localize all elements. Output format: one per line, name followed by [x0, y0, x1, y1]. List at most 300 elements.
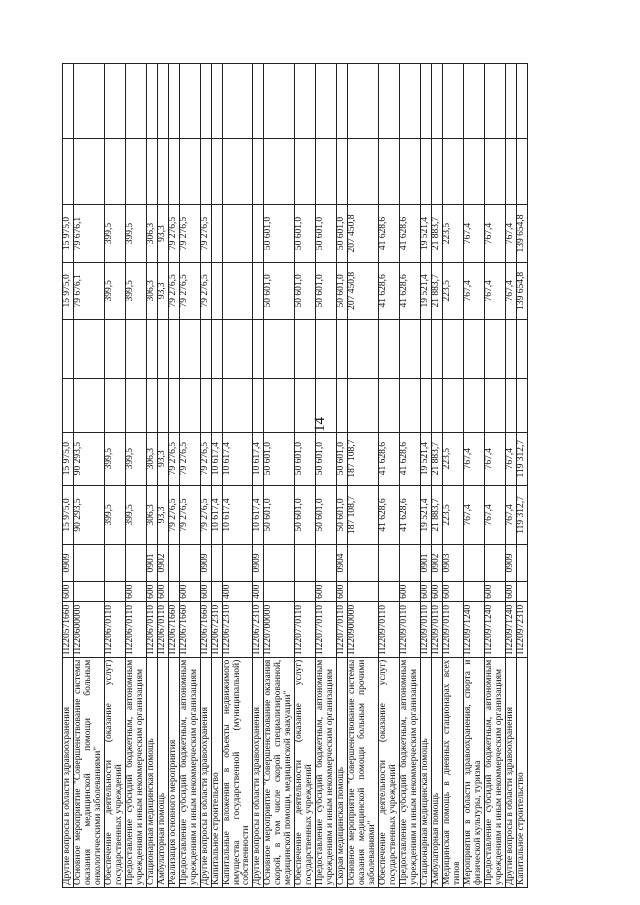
cell-rz: 0909: [505, 545, 516, 582]
cell-code: П220670110: [104, 602, 125, 657]
cell-spacer-1: [420, 138, 431, 205]
cell-amount-1: 41 628,6: [379, 485, 400, 544]
cell-spacer-2: [200, 64, 211, 139]
cell-spacer-2: [157, 64, 168, 139]
cell-amount-1: 767,4: [505, 485, 516, 544]
table-row: [157, 64, 168, 888]
cell-amount-3: [295, 379, 316, 432]
cell-rz: 0904: [337, 545, 348, 582]
cell-amount-5: 41 628,6: [400, 262, 421, 319]
cell-amount-5: 207 450,8: [348, 262, 379, 319]
cell-vr: [264, 581, 295, 601]
cell-spacer-1: [442, 138, 463, 205]
cell-vr: 600: [505, 581, 516, 601]
cell-amount-4: [104, 319, 125, 378]
table-row: [264, 64, 295, 888]
cell-name: Предоставление субсидий бюджетным, автономным учреждениям и иным некоммерческим организациям: [484, 657, 505, 887]
cell-amount-2: 223,5: [442, 432, 463, 485]
cell-code: П220971240: [484, 602, 505, 657]
cell-amount-3: [179, 379, 200, 432]
cell-amount-6: 21 883,7: [431, 205, 442, 262]
cell-amount-6: [253, 205, 264, 262]
cell-amount-4: [211, 319, 222, 378]
cell-amount-6: 767,4: [484, 205, 505, 262]
cell-amount-1: 119 312,7: [516, 485, 527, 544]
table-row: [316, 64, 337, 888]
cell-name: Амбулаторная помощь: [431, 657, 442, 887]
cell-spacer-1: [295, 138, 316, 205]
cell-name: Другие вопросы в области здравоохранения: [253, 657, 264, 887]
cell-name: Мероприятия в области здравоохранения, спорта и физической культуры, туризма: [463, 657, 484, 887]
cell-code: П220770110: [316, 602, 337, 657]
cell-amount-6: 79 676,1: [73, 205, 104, 262]
cell-name: Медицинская помощь в дневных стационарах всех типов: [442, 657, 463, 887]
cell-amount-3: [146, 379, 157, 432]
cell-code: П220972310: [516, 602, 527, 657]
cell-name: Стационарная медицинская помощь: [420, 657, 431, 887]
cell-amount-6: 50 601,0: [316, 205, 337, 262]
cell-spacer-2: [222, 64, 253, 139]
cell-amount-2: 41 628,6: [400, 432, 421, 485]
cell-name: Обеспечение деятельности (оказание услуг) государственных учреждений: [379, 657, 400, 887]
cell-amount-1: 306,3: [146, 485, 157, 544]
cell-amount-6: 767,4: [505, 205, 516, 262]
cell-code: П220671660: [168, 602, 179, 657]
cell-amount-2: 767,4: [505, 432, 516, 485]
table-row: [484, 64, 505, 888]
cell-amount-3: [63, 379, 74, 432]
cell-amount-6: 399,5: [104, 205, 125, 262]
cell-spacer-1: [348, 138, 379, 205]
cell-rz: [73, 545, 104, 582]
cell-amount-6: 79 276,5: [179, 205, 200, 262]
cell-name: Другие вопросы в области здравоохранения: [505, 657, 516, 887]
cell-amount-3: [442, 379, 463, 432]
cell-spacer-2: [179, 64, 200, 139]
cell-spacer-2: [431, 64, 442, 139]
cell-code: П220770110: [337, 602, 348, 657]
cell-amount-1: 15 975,0: [63, 485, 74, 544]
cell-amount-3: [379, 379, 400, 432]
cell-vr: 600: [484, 581, 505, 601]
cell-vr: [348, 581, 379, 601]
cell-name: Предоставление субсидий бюджетным, автономным учреждениям и иным некоммерческим организациям: [400, 657, 421, 887]
cell-vr: [463, 581, 484, 601]
table-row: [222, 64, 253, 888]
cell-vr: 600: [420, 581, 431, 601]
cell-rz: [211, 545, 222, 582]
cell-amount-5: 79 276,5: [179, 262, 200, 319]
cell-amount-4: [379, 319, 400, 378]
cell-amount-4: [63, 319, 74, 378]
cell-amount-2: 10 617,4: [222, 432, 253, 485]
cell-vr: 600: [200, 581, 211, 601]
cell-rz: 0901: [420, 545, 431, 582]
cell-amount-2: 79 276,5: [179, 432, 200, 485]
cell-amount-3: [222, 379, 253, 432]
cell-amount-2: 79 276,5: [168, 432, 179, 485]
cell-spacer-2: [146, 64, 157, 139]
cell-amount-3: [73, 379, 104, 432]
cell-spacer-2: [104, 64, 125, 139]
cell-amount-4: [316, 319, 337, 378]
cell-amount-3: [125, 379, 146, 432]
table-row: [379, 64, 400, 888]
cell-spacer-2: [253, 64, 264, 139]
cell-amount-3: [168, 379, 179, 432]
cell-amount-5: [222, 262, 253, 319]
cell-amount-5: 41 628,6: [379, 262, 400, 319]
cell-amount-3: [463, 379, 484, 432]
cell-amount-3: [337, 379, 348, 432]
cell-spacer-1: [505, 138, 516, 205]
cell-rz: [348, 545, 379, 582]
cell-amount-1: 41 628,6: [400, 485, 421, 544]
cell-amount-5: 50 601,0: [337, 262, 348, 319]
cell-amount-1: 50 601,0: [295, 485, 316, 544]
table-row: [442, 64, 463, 888]
cell-rz: 0909: [200, 545, 211, 582]
cell-rz: [179, 545, 200, 582]
cell-amount-4: [253, 319, 264, 378]
cell-rz: [316, 545, 337, 582]
cell-spacer-2: [168, 64, 179, 139]
cell-vr: 600: [442, 581, 463, 601]
cell-amount-4: [516, 319, 527, 378]
cell-amount-2: 19 521,4: [420, 432, 431, 485]
cell-amount-5: 399,5: [125, 262, 146, 319]
cell-spacer-2: [63, 64, 74, 139]
cell-code: П220700000: [264, 602, 295, 657]
cell-amount-6: 223,5: [442, 205, 463, 262]
cell-amount-2: 187 108,7: [348, 432, 379, 485]
cell-amount-4: [264, 319, 295, 378]
cell-amount-4: [73, 319, 104, 378]
cell-spacer-1: [125, 138, 146, 205]
cell-amount-5: 19 521,4: [420, 262, 431, 319]
cell-vr: 600: [337, 581, 348, 601]
cell-name: Реализация основного мероприятия: [168, 657, 179, 887]
cell-code: П220970110: [400, 602, 421, 657]
cell-amount-6: 50 601,0: [264, 205, 295, 262]
cell-amount-5: 50 601,0: [295, 262, 316, 319]
table-row: [104, 64, 125, 888]
cell-rz: [484, 545, 505, 582]
cell-amount-4: [431, 319, 442, 378]
cell-amount-1: 50 601,0: [316, 485, 337, 544]
cell-rz: 0902: [431, 545, 442, 582]
cell-vr: 600: [146, 581, 157, 601]
budget-table-body: [63, 64, 528, 888]
cell-vr: 600: [400, 581, 421, 601]
cell-amount-1: 399,5: [125, 485, 146, 544]
cell-name: Основное мероприятие "Совершенствование системы оказания медицинской помощи больным прочими заболеваниями": [348, 657, 379, 887]
cell-amount-5: 767,4: [505, 262, 516, 319]
cell-amount-6: 306,3: [146, 205, 157, 262]
cell-spacer-1: [337, 138, 348, 205]
table-row: [146, 64, 157, 888]
cell-amount-1: 50 601,0: [337, 485, 348, 544]
cell-spacer-1: [463, 138, 484, 205]
cell-code: П220671660: [200, 602, 211, 657]
cell-spacer-1: [516, 138, 527, 205]
cell-amount-5: 15 975,0: [63, 262, 74, 319]
cell-code: П220571660: [63, 602, 74, 657]
cell-code: П220600000: [73, 602, 104, 657]
cell-rz: [168, 545, 179, 582]
cell-amount-5: [253, 262, 264, 319]
cell-vr: 600: [179, 581, 200, 601]
cell-spacer-2: [316, 64, 337, 139]
table-row: [168, 64, 179, 888]
cell-amount-2: 767,4: [463, 432, 484, 485]
page-number: 14: [312, 417, 328, 432]
cell-amount-2: 50 601,0: [264, 432, 295, 485]
table-row: [211, 64, 222, 888]
cell-rz: [516, 545, 527, 582]
cell-spacer-2: [295, 64, 316, 139]
cell-amount-5: 50 601,0: [264, 262, 295, 319]
cell-amount-3: [431, 379, 442, 432]
cell-amount-6: 139 654,8: [516, 205, 527, 262]
cell-amount-1: 79 276,5: [179, 485, 200, 544]
cell-amount-6: 79 276,5: [200, 205, 211, 262]
cell-vr: [73, 581, 104, 601]
cell-amount-1: 21 883,7: [431, 485, 442, 544]
cell-amount-3: [420, 379, 431, 432]
cell-rz: [104, 545, 125, 582]
table-row: [125, 64, 146, 888]
cell-amount-6: 79 276,5: [168, 205, 179, 262]
cell-amount-5: 139 654,8: [516, 262, 527, 319]
cell-amount-3: [157, 379, 168, 432]
cell-spacer-2: [484, 64, 505, 139]
cell-amount-4: [200, 319, 211, 378]
cell-amount-1: 79 276,5: [168, 485, 179, 544]
cell-amount-3: [505, 379, 516, 432]
cell-amount-2: 10 617,4: [253, 432, 264, 485]
cell-amount-1: 187 108,7: [348, 485, 379, 544]
cell-amount-3: [316, 379, 337, 432]
cell-amount-1: 79 276,5: [200, 485, 211, 544]
cell-amount-2: 79 276,5: [200, 432, 211, 485]
cell-amount-5: 21 883,7: [431, 262, 442, 319]
cell-spacer-1: [253, 138, 264, 205]
cell-vr: 600: [316, 581, 337, 601]
cell-spacer-1: [211, 138, 222, 205]
cell-vr: [295, 581, 316, 601]
cell-amount-3: [211, 379, 222, 432]
cell-code: П220770110: [295, 602, 316, 657]
table-row: [516, 64, 527, 888]
table-row: [431, 64, 442, 888]
cell-amount-6: 19 521,4: [420, 205, 431, 262]
cell-vr: 600: [431, 581, 442, 601]
cell-spacer-2: [400, 64, 421, 139]
cell-amount-3: [264, 379, 295, 432]
cell-rz: [463, 545, 484, 582]
cell-spacer-1: [222, 138, 253, 205]
cell-name: Предоставление субсидий бюджетным, автономным учреждениям и иным некоммерческим организациям: [316, 657, 337, 887]
cell-code: П220970110: [379, 602, 400, 657]
cell-code: П220672310: [253, 602, 264, 657]
cell-vr: 600: [157, 581, 168, 601]
cell-amount-2: 90 293,5: [73, 432, 104, 485]
cell-code: П220900000: [348, 602, 379, 657]
cell-amount-5: 79 676,1: [73, 262, 104, 319]
table-row: [179, 64, 200, 888]
cell-spacer-1: [179, 138, 200, 205]
cell-amount-4: [157, 319, 168, 378]
cell-vr: [379, 581, 400, 601]
cell-spacer-2: [125, 64, 146, 139]
cell-code: П220670110: [125, 602, 146, 657]
cell-vr: 600: [125, 581, 146, 601]
cell-amount-2: 50 601,0: [337, 432, 348, 485]
cell-amount-3: [253, 379, 264, 432]
cell-amount-6: 50 601,0: [337, 205, 348, 262]
cell-amount-6: 93,3: [157, 205, 168, 262]
cell-amount-4: [337, 319, 348, 378]
cell-amount-2: 767,4: [484, 432, 505, 485]
cell-spacer-1: [264, 138, 295, 205]
cell-amount-2: 50 601,0: [316, 432, 337, 485]
cell-amount-2: 21 883,7: [431, 432, 442, 485]
cell-spacer-1: [316, 138, 337, 205]
cell-amount-4: [348, 319, 379, 378]
cell-amount-6: 41 628,6: [379, 205, 400, 262]
cell-spacer-2: [348, 64, 379, 139]
cell-code: П220670110: [157, 602, 168, 657]
cell-code: П220670110: [146, 602, 157, 657]
cell-amount-1: 90 293,5: [73, 485, 104, 544]
cell-code: П220970110: [420, 602, 431, 657]
cell-spacer-2: [420, 64, 431, 139]
cell-amount-5: 79 276,5: [200, 262, 211, 319]
cell-amount-5: 767,4: [463, 262, 484, 319]
cell-vr: 600: [63, 581, 74, 601]
cell-amount-5: [211, 262, 222, 319]
budget-table-wrapper: [62, 63, 572, 888]
cell-rz: 0909: [253, 545, 264, 582]
cell-amount-3: [516, 379, 527, 432]
cell-amount-4: [420, 319, 431, 378]
cell-amount-1: 10 617,4: [253, 485, 264, 544]
cell-amount-1: 767,4: [484, 485, 505, 544]
table-row: [505, 64, 516, 888]
cell-rz: [264, 545, 295, 582]
cell-name: Амбулаторная помощь: [157, 657, 168, 887]
cell-amount-3: [200, 379, 211, 432]
cell-amount-4: [400, 319, 421, 378]
cell-amount-3: [348, 379, 379, 432]
cell-rz: 0909: [63, 545, 74, 582]
cell-name: Предоставление субсидий бюджетным, автономным учреждениям и иным некоммерческим организациям: [179, 657, 200, 887]
cell-amount-1: 50 601,0: [264, 485, 295, 544]
cell-amount-2: 93,3: [157, 432, 168, 485]
cell-code: П220672310: [222, 602, 253, 657]
cell-vr: 400: [253, 581, 264, 601]
cell-amount-4: [146, 319, 157, 378]
cell-amount-1: 19 521,4: [420, 485, 431, 544]
cell-amount-6: 767,4: [463, 205, 484, 262]
cell-spacer-1: [73, 138, 104, 205]
cell-amount-5: 767,4: [484, 262, 505, 319]
cell-name: Основное мероприятие "Совершенствование оказания скорой, в том числе скорой специализированной, медицинской помощи, медицинской эвакуации": [264, 657, 295, 887]
cell-name: Другие вопросы в области здравоохранения: [200, 657, 211, 887]
table-row: [73, 64, 104, 888]
cell-spacer-2: [379, 64, 400, 139]
cell-spacer-1: [431, 138, 442, 205]
cell-spacer-2: [73, 64, 104, 139]
cell-spacer-2: [264, 64, 295, 139]
cell-amount-3: [400, 379, 421, 432]
cell-amount-6: [222, 205, 253, 262]
cell-amount-2: 50 601,0: [295, 432, 316, 485]
cell-spacer-2: [516, 64, 527, 139]
cell-amount-1: 399,5: [104, 485, 125, 544]
cell-spacer-2: [211, 64, 222, 139]
cell-amount-3: [104, 379, 125, 432]
cell-rz: [400, 545, 421, 582]
cell-vr: [168, 581, 179, 601]
cell-name: Другие вопросы в области здравоохранения: [63, 657, 74, 887]
table-row: [200, 64, 211, 888]
cell-spacer-1: [379, 138, 400, 205]
cell-amount-6: 50 601,0: [295, 205, 316, 262]
budget-table: [62, 63, 528, 888]
cell-code: П220671660: [179, 602, 200, 657]
cell-spacer-1: [200, 138, 211, 205]
cell-rz: [379, 545, 400, 582]
cell-amount-6: 207 450,8: [348, 205, 379, 262]
cell-amount-5: 93,3: [157, 262, 168, 319]
cell-name: Капитальное строительство: [211, 657, 222, 887]
cell-amount-2: 41 628,6: [379, 432, 400, 485]
cell-amount-4: [222, 319, 253, 378]
cell-spacer-2: [505, 64, 516, 139]
cell-code: П220970110: [431, 602, 442, 657]
cell-amount-2: 399,5: [104, 432, 125, 485]
cell-rz: 0902: [157, 545, 168, 582]
cell-spacer-1: [63, 138, 74, 205]
table-row: [295, 64, 316, 888]
table-row: [348, 64, 379, 888]
cell-spacer-2: [337, 64, 348, 139]
cell-code: П220672310: [211, 602, 222, 657]
cell-amount-4: [463, 319, 484, 378]
cell-code: П220970110: [442, 602, 463, 657]
cell-amount-4: [442, 319, 463, 378]
cell-amount-2: 119 312,7: [516, 432, 527, 485]
cell-name: Основное мероприятие "Совершенствование системы оказания медицинской помощи больным онкологическими заболеваниями": [73, 657, 104, 887]
cell-spacer-1: [484, 138, 505, 205]
table-row: [337, 64, 348, 888]
cell-amount-4: [168, 319, 179, 378]
cell-amount-3: [484, 379, 505, 432]
cell-code: П220971240: [463, 602, 484, 657]
cell-spacer-2: [463, 64, 484, 139]
cell-rz: 0903: [442, 545, 463, 582]
cell-amount-4: [295, 319, 316, 378]
cell-rz: 0901: [146, 545, 157, 582]
cell-amount-6: 15 975,0: [63, 205, 74, 262]
table-row: [63, 64, 74, 888]
table-row: [420, 64, 431, 888]
cell-rz: [295, 545, 316, 582]
cell-amount-2: 306,3: [146, 432, 157, 485]
cell-amount-1: 767,4: [463, 485, 484, 544]
